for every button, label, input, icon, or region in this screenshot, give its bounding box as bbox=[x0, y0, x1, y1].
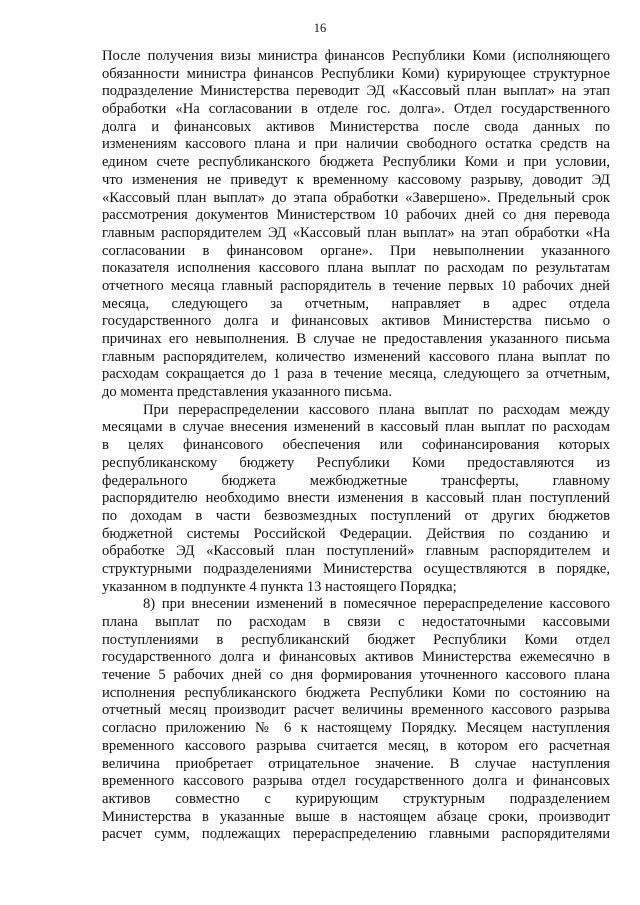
text-line: исполнения республиканского бюджета Республики Коми по состоянию на bbox=[102, 684, 610, 701]
document-body-text bbox=[102, 48, 610, 844]
text-line: расчет сумм, подлежащих перераспределению главными распорядителями bbox=[102, 826, 610, 843]
text-line: После получения визы министра финансов Республики Коми (исполняющего bbox=[102, 48, 610, 64]
text-line: главным распорядителем, количество изменений кассового плана выплат по bbox=[102, 348, 610, 365]
text-line: временного кассового разрыва отдел государственного долга и финансовых bbox=[102, 773, 610, 790]
text-line: величина приобретает отрицательное значение. В случае наступления bbox=[102, 755, 610, 772]
text-line: месяца, следующего за отчетным, направляет в адрес отдела bbox=[102, 295, 610, 312]
text-line: месяцами в случае внесения изменений в кассовый план выплат по расходам bbox=[102, 419, 610, 436]
text-line: изменениям кассового плана и при наличии свободного остатка средств на bbox=[102, 136, 610, 153]
text-line: в целях финансового обеспечения или софинансирования которых bbox=[102, 437, 610, 454]
text-line: расходам сокращается до 1 раза в течение месяца, следующего за отчетным, bbox=[102, 366, 610, 383]
text-line: федерального бюджета межбюджетные трансферты, главному bbox=[102, 472, 610, 489]
text-line: При перераспределении кассового плана выплат по расходам между bbox=[143, 401, 610, 418]
text-line: бюджетной системы Российской Федерации. Действия по созданию и bbox=[102, 525, 610, 542]
text-line: Министерства в указанные выше в настоящем абзаце сроки, производит bbox=[102, 808, 610, 825]
text-line: причинах его невыполнения. В случае не предоставления указанного письма bbox=[102, 331, 610, 347]
text-line: согласно приложению № 6 к настоящему Порядку. Месяцем наступления bbox=[102, 720, 610, 737]
text-line: государственного долга и финансовых активов Министерства письмо о bbox=[102, 313, 610, 330]
text-line: распорядителю необходимо внести изменения в кассовый план поступлений bbox=[102, 490, 610, 507]
text-line: отчетного месяца главный распорядитель в течение первых 10 рабочих дней bbox=[102, 277, 610, 294]
text-line: поступлениями в республиканский бюджет Республики Коми отдел bbox=[102, 631, 610, 648]
text-line: государственного долга и финансовых активов Министерства ежемесячно в bbox=[102, 649, 610, 666]
text-line: едином счете республиканского бюджета Республики Коми и при условии, bbox=[102, 154, 610, 171]
text-line: обработки «На согласовании в отделе гос. долга». Отдел государственного bbox=[102, 101, 610, 118]
text-line: отчетный месяц производит расчет величины временного кассового разрыва bbox=[102, 702, 610, 719]
text-line: «Кассовый план выплат» до этапа обработки «Завершено». Предельный срок bbox=[102, 189, 610, 206]
text-line: обязанности министра финансов Республики Коми) курирующее структурное bbox=[102, 65, 610, 82]
text-line: главным распорядителем ЭД «Кассовый план выплат» на этап обработки «На bbox=[102, 224, 610, 241]
text-line: активов совместно с курирующим структурным подразделением bbox=[102, 790, 610, 807]
text-line: структурными подразделениями Министерства осуществляются в порядке, bbox=[102, 560, 610, 577]
text-line: до момента представления указанного письма. bbox=[102, 384, 392, 401]
text-line: временного кассового разрыва считается месяц, в котором его расчетная bbox=[102, 737, 610, 754]
text-line: обработке ЭД «Кассовый план поступлений» главным распорядителем и bbox=[102, 543, 610, 560]
text-line: плана выплат по расходам в связи с недостаточными кассовыми bbox=[102, 614, 610, 630]
text-line: указанном в подпункте 4 пункта 13 настоящего Порядка; bbox=[102, 578, 457, 595]
text-line: показателя исполнения кассового плана выплат по расходам по результатам bbox=[102, 260, 610, 277]
page-number: 16 bbox=[313, 21, 327, 35]
text-line: 8) при внесении изменений в помесячное перераспределение кассового bbox=[143, 596, 610, 613]
text-line: течение 5 рабочих дней со дня формирования уточненного кассового плана bbox=[102, 667, 610, 684]
text-line: по доходам в части безвозмездных поступлений от других бюджетов bbox=[102, 507, 610, 524]
text-line: рассмотрения документов Министерством 10 рабочих дней со дня перевода bbox=[102, 207, 610, 224]
text-line: согласовании в финансовом органе». При невыполнении указанного bbox=[102, 242, 610, 259]
text-line: республиканскому бюджету Республики Коми предоставляются из bbox=[102, 454, 610, 471]
text-line: что изменения не приведут к временному кассовому разрыву, доводит ЭД bbox=[102, 171, 610, 188]
text-line: долга и финансовых активов Министерства после свода данных по bbox=[102, 118, 610, 135]
text-line: подразделение Министерства переводит ЭД «Кассовый план выплат» на этап bbox=[102, 83, 610, 100]
